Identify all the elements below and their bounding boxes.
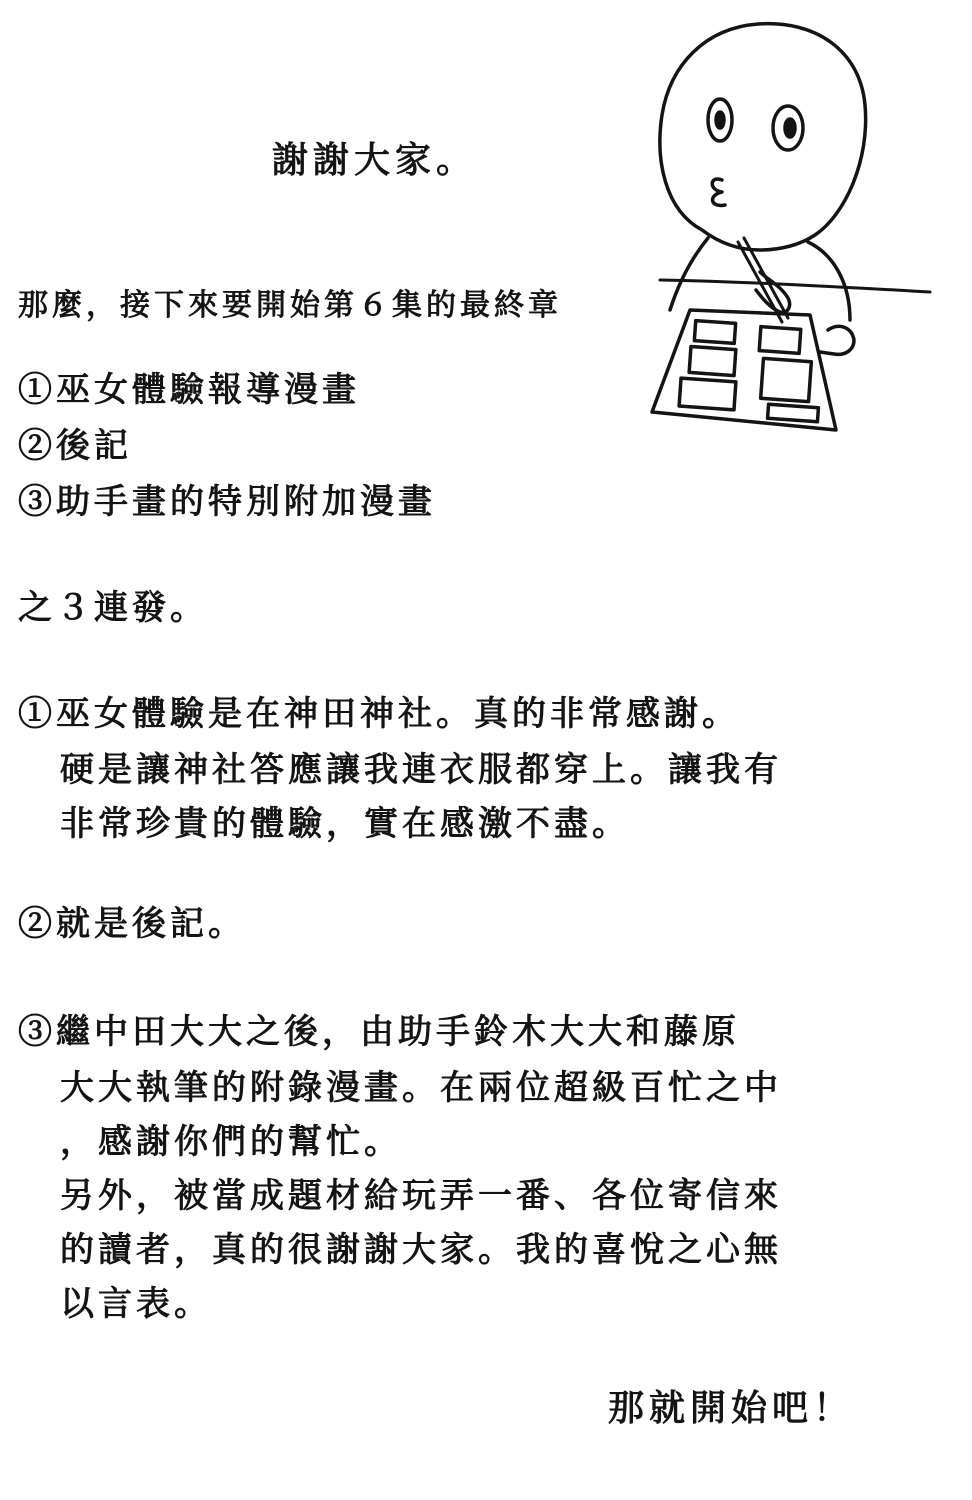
page-title: 謝謝大家。 xyxy=(272,139,478,181)
author-drawing-illustration xyxy=(640,10,940,440)
list-item-1: ①巫女體驗報導漫畫 xyxy=(18,370,360,410)
list-item-2: ②後記 xyxy=(18,426,132,466)
panel-1 xyxy=(694,321,735,344)
note3-line5: 的讀者，真的很謝謝大家。我的喜悅之心無 xyxy=(60,1230,782,1270)
note3-line1: ③繼中田大大之後，由助手鈴木大大和藤原 xyxy=(18,1012,740,1052)
note1-line2: 硬是讓神社答應讓我連衣服都穿上。讓我有 xyxy=(60,750,782,790)
head-outline xyxy=(660,24,866,250)
triple-release-line: 之３連發。 xyxy=(18,588,208,628)
note3-line3: ，感謝你們的幫忙。 xyxy=(60,1122,402,1162)
note3-line4: 另外，被當成題材給玩弄一番、各位寄信來 xyxy=(60,1176,782,1216)
resting-hand xyxy=(820,326,854,354)
manuscript-paper xyxy=(652,310,836,430)
panel-2 xyxy=(759,327,801,354)
body-right xyxy=(808,242,850,320)
mouth xyxy=(712,179,725,205)
note1-line3: 非常珍貴的體驗，實在感激不盡。 xyxy=(60,804,630,844)
panel-5 xyxy=(679,378,736,410)
panel-4 xyxy=(761,358,812,401)
body-left xyxy=(670,238,708,310)
right-pupil xyxy=(785,119,795,137)
intro-line: 那麼，接下來要開始第６集的最終章 xyxy=(18,288,562,323)
note3-line2: 大大執筆的附錄漫畫。在兩位超級百忙之中 xyxy=(60,1068,782,1108)
note1-line1: ①巫女體驗是在神田神社。真的非常感謝。 xyxy=(18,694,740,734)
note2-line1: ②就是後記。 xyxy=(18,904,246,944)
panel-6 xyxy=(768,404,819,421)
panel-3 xyxy=(689,346,736,375)
table-line xyxy=(660,280,930,292)
list-item-3: ③助手畫的特別附加漫畫 xyxy=(18,482,436,522)
closing-line: 那就開始吧！ xyxy=(608,1387,855,1429)
left-pupil xyxy=(716,112,724,128)
note3-line6: 以言表。 xyxy=(60,1284,212,1324)
